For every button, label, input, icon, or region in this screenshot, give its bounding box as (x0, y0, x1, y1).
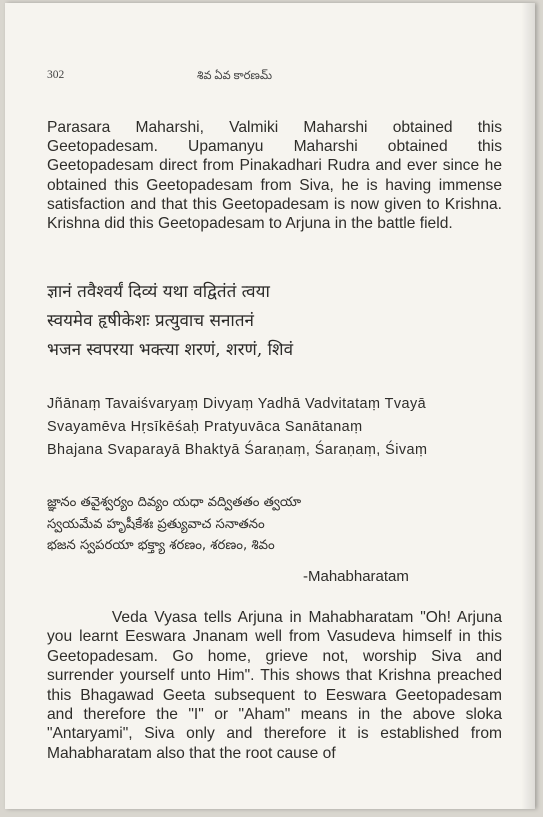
paragraph-line: Geetopadesam direct from Pinakadhari Rudra and ever (47, 157, 443, 175)
paragraph-line: Veda Vyasa tells Arjuna in Mahabharatam "Oh! Arjuna (111, 609, 502, 626)
paragraph-line: Parasara Maharshi, Valmiki Maharshi obtained this (47, 119, 502, 136)
page-spine-shadow (521, 3, 535, 809)
paragraph-line: since he obtained this Geetopadesam from Siva, he is (47, 157, 502, 194)
sloka-devanagari (47, 278, 507, 365)
paragraph-line: having immense satisfaction and that this Geetopadesam is (47, 176, 503, 213)
running-title: శివ ఏవ కారణమ్ (197, 70, 273, 82)
paragraph-line: established from Mahabharatam also that the root cause of (47, 725, 502, 762)
sloka-line: ज्ञानं तवैश्वर्यं दिव्यं यथा वद्वितंतं त्वया (47, 282, 270, 302)
paragraph-line: this Geetopadesam. Go home, grieve not, worship Siva and (47, 628, 502, 665)
sloka-line: भजन स्वपरया भक्त्या शरणं, शरणं, शिवं (47, 340, 294, 360)
sloka-line: Svayamēva Hṛsīkēśaḥ Pratyuvāca Sanātanaṃ (47, 419, 363, 435)
paragraph-line: you learnt Eeswara Jnanam well from Vasudeva himself in (47, 628, 478, 646)
paragraph-line: above sloka "Antaryami", Siva only and therefore it is (47, 706, 502, 743)
sloka-telugu (47, 492, 507, 557)
paragraph-line: Geetopadesam. Upamanyu Maharshi obtained this (47, 138, 502, 156)
paragraph-line: Geetopadesam and therefore the "I" or "Aham" means in the (47, 686, 502, 724)
sloka-line: Jñānaṃ Tavaiśvaryaṃ Divyaṃ Yadhā Vadvitataṃ Tvayā (47, 396, 427, 412)
sloka-attribution: -Mahabharatam (303, 568, 409, 585)
paragraph-line: now given to Krishna. Krishna did this Geetopadesam to (47, 195, 503, 233)
sloka-line: स्वयमेव हृषीकेशः प्रत्युवाच सनातनं (47, 311, 254, 331)
sloka-transliteration (47, 393, 517, 462)
paragraph-2 (47, 608, 502, 763)
sloka-line: స్వయమేవ హృషీకేశః ప్రత్యువాచ సనాతనం (47, 516, 265, 532)
paragraph-line: surrender yourself unto Him". This shows that Krishna (47, 667, 437, 685)
page-number: 302 (47, 69, 65, 81)
sloka-line: Bhajana Svaparayā Bhaktyā Śaraṇaṃ, Śaraṇaṃ, Śivaṃ (47, 442, 428, 458)
book-page (5, 3, 535, 809)
sloka-line: భజన స్వపరయా భక్త్యా శరణం, శరణం, శివం (47, 538, 275, 553)
paragraph-line: Arjuna in the battle field. (285, 215, 453, 233)
paragraph-line: preached this Bhagawad Geeta subsequent to Eeswara (47, 667, 502, 704)
paragraph-1 (47, 118, 502, 233)
sloka-line: జ్ఞానం తవైశ్వర్యం దివ్యం యధా వద్వితతం త్వయా (47, 495, 302, 510)
